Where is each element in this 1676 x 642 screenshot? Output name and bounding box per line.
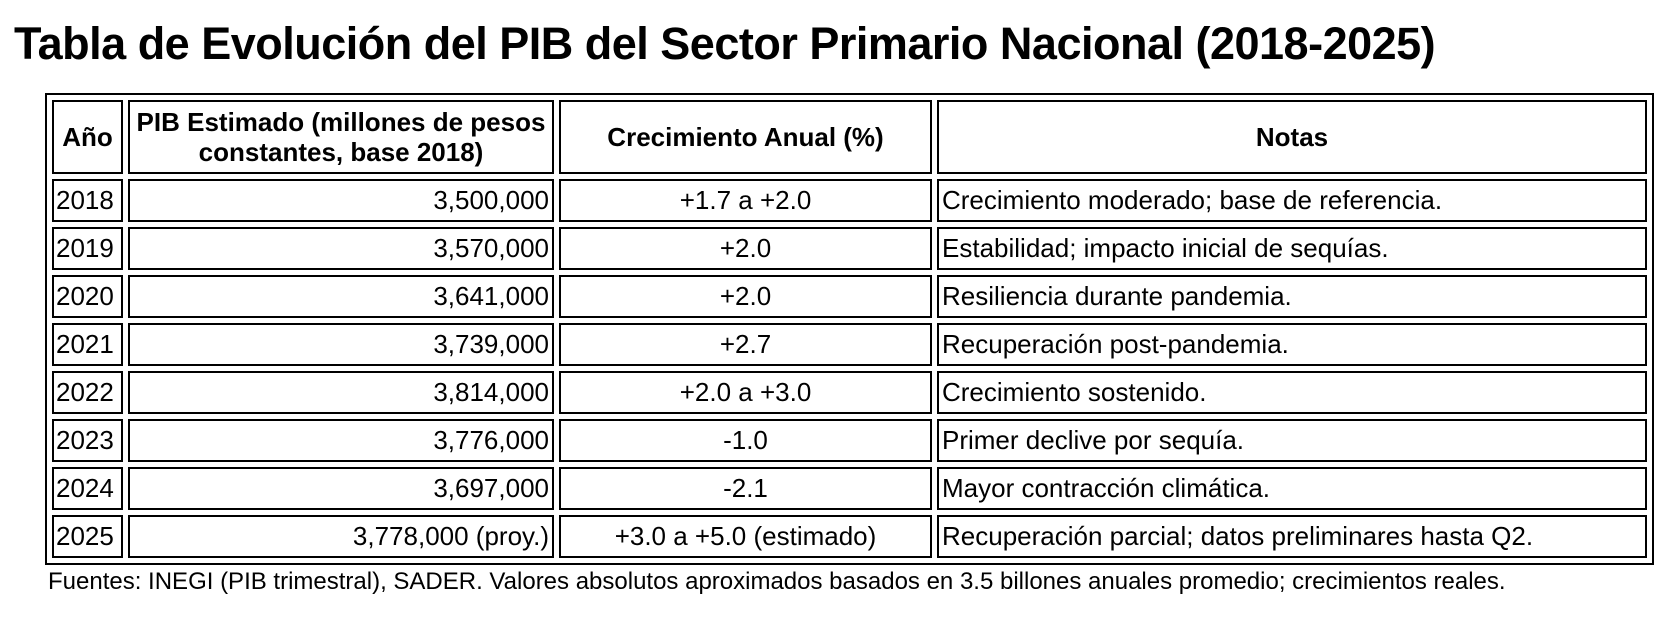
cell-year: 2023 <box>52 419 123 462</box>
table-row <box>52 515 1647 558</box>
cell-gdp: 3,697,000 <box>128 467 554 510</box>
cell-year: 2025 <box>52 515 123 558</box>
cell-growth: +2.0 <box>559 275 932 318</box>
cell-growth: +2.0 <box>559 227 932 270</box>
header-notes: Notas <box>937 100 1647 174</box>
cell-year: 2018 <box>52 179 123 222</box>
cell-notes: Primer declive por sequía. <box>937 419 1647 462</box>
source-note: Fuentes: INEGI (PIB trimestral), SADER. Valores absolutos aproximados basados en 3.5 billones anuales promedio; crecimientos reales. <box>48 568 1506 595</box>
table-row <box>52 371 1647 414</box>
table-row <box>52 227 1647 270</box>
cell-notes: Resiliencia durante pandemia. <box>937 275 1647 318</box>
cell-gdp: 3,570,000 <box>128 227 554 270</box>
gdp-table <box>45 93 1654 565</box>
cell-notes: Estabilidad; impacto inicial de sequías. <box>937 227 1647 270</box>
table-row <box>52 419 1647 462</box>
cell-growth: +1.7 a +2.0 <box>559 179 932 222</box>
cell-notes: Recuperación parcial; datos preliminares hasta Q2. <box>937 515 1647 558</box>
cell-gdp: 3,776,000 <box>128 419 554 462</box>
gdp-table-container <box>45 93 1654 565</box>
cell-year: 2020 <box>52 275 123 318</box>
cell-gdp: 3,500,000 <box>128 179 554 222</box>
cell-growth: +2.7 <box>559 323 932 366</box>
header-year: Año <box>52 100 123 174</box>
cell-growth: +2.0 a +3.0 <box>559 371 932 414</box>
cell-gdp: 3,814,000 <box>128 371 554 414</box>
cell-notes: Crecimiento moderado; base de referencia. <box>937 179 1647 222</box>
cell-year: 2021 <box>52 323 123 366</box>
table-header-row <box>52 100 1647 174</box>
cell-notes: Recuperación post-pandemia. <box>937 323 1647 366</box>
cell-growth: -2.1 <box>559 467 932 510</box>
cell-growth: -1.0 <box>559 419 932 462</box>
table-row <box>52 323 1647 366</box>
cell-year: 2019 <box>52 227 123 270</box>
table-row <box>52 179 1647 222</box>
cell-notes: Mayor contracción climática. <box>937 467 1647 510</box>
cell-notes: Crecimiento sostenido. <box>937 371 1647 414</box>
cell-year: 2022 <box>52 371 123 414</box>
table-body <box>52 179 1647 558</box>
header-growth: Crecimiento Anual (%) <box>559 100 932 174</box>
header-gdp: PIB Estimado (millones de pesos constantes, base 2018) <box>128 100 554 174</box>
cell-gdp: 3,778,000 (proy.) <box>128 515 554 558</box>
table-row <box>52 275 1647 318</box>
cell-gdp: 3,641,000 <box>128 275 554 318</box>
page-title: Tabla de Evolución del PIB del Sector Primario Nacional (2018-2025) <box>14 18 1436 69</box>
table-row <box>52 467 1647 510</box>
cell-year: 2024 <box>52 467 123 510</box>
cell-gdp: 3,739,000 <box>128 323 554 366</box>
cell-growth: +3.0 a +5.0 (estimado) <box>559 515 932 558</box>
